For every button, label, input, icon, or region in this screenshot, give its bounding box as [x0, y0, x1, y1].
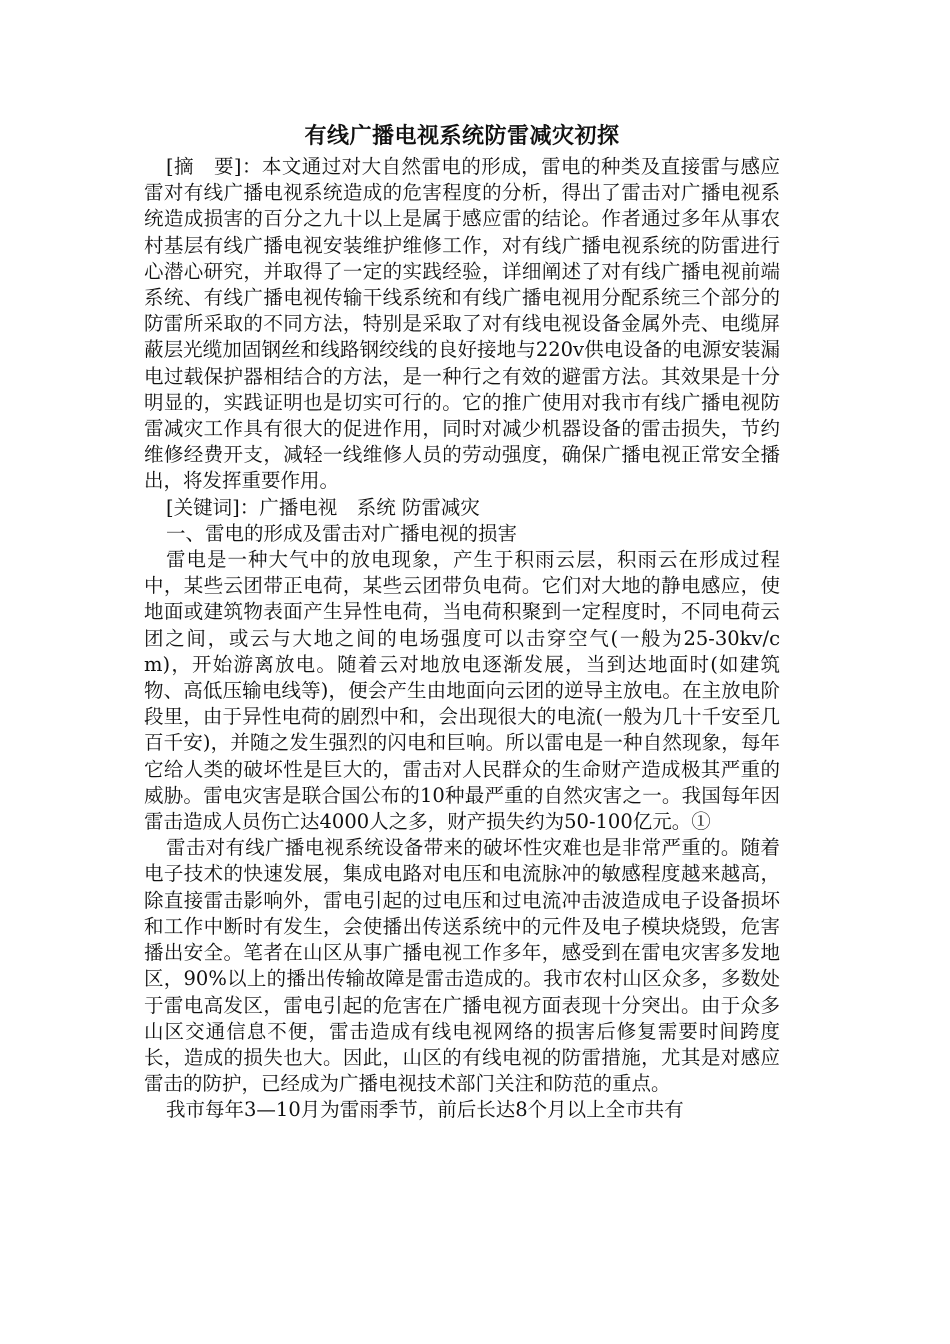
- document-page: [144, 118, 780, 1124]
- keywords-line: [关键词]：广播电视 系统 防雷减灾: [166, 495, 480, 519]
- body-paragraph-2: 雷击对有线广播电视系统设备带来的破坏性灾难也是非常严重的。随着电子技术的快速发展，集成电路对电压和电流脉冲的敏感程度越来越高，除直接雷击影响外，雷电引起的过电压和过电流冲击波造成电子设备损坏和工作中断时有发生，会使播出传送系统中的元件及电子模块烧毁，危害播出安全。笔者在山区从事广播电视工作多年，感受到在雷电灾害多发地区，90%以上的播出传输故障是雷击造成的。我市农村山区众多，多数处于雷电高发区，雷电引起的危害在广播电视方面表现十分突出。由于众多山区交通信息不便，雷击造成有线电视网络的损害后修复需要时间跨度长，造成的损失也大。因此，山区的有线电视的防雷措施，尤其是对感应雷击的防护，已经成为广播电视技术部门关注和防范的重点。: [144, 836, 780, 1096]
- document-title: 有线广播电视系统防雷减灾初探: [304, 123, 620, 149]
- body-paragraph-3: 我市每年3—10月为雷雨季节，前后长达8个月以上全市共有: [166, 1098, 684, 1122]
- abstract-paragraph: [摘 要]：本文通过对大自然雷电的形成，雷电的种类及直接雷与感应雷对有线广播电视系统造成的危害程度的分析，得出了雷击对广播电视系统造成损害的百分之九十以上是属于感应雷的结论。作者通过多年从事农村基层有线广播电视安装维护维修工作，对有线广播电视系统的防雷进行心潜心研究，并取得了一定的实践经验，详细阐述了对有线广播电视前端系统、有线广播电视传输干线系统和有线广播电视用分配系统三个部分的防雷所采取的不同方法，特别是采取了对有线电视设备金属外壳、电缆屏蔽层光缆加固钢丝和线路钢绞线的良好接地与220v供电设备的电源安装漏电过载保护器相结合的方法，是一种行之有效的避雷方法。其效果是十分明显的，实践证明也是切实可行的。它的推广使用对我市有线广播电视防雷减灾工作具有很大的促进作用，同时对减少机器设备的雷击损失，节约维修经费开支，减轻一线维修人员的劳动强度，确保广播电视正常安全播出，将发挥重要作用。: [144, 155, 780, 493]
- section-heading: 一、雷电的形成及雷击对广播电视的损害: [166, 521, 518, 545]
- body-paragraph-1: 雷电是一种大气中的放电现象，产生于积雨云层，积雨云在形成过程中，某些云团带正电荷，某些云团带负电荷。它们对大地的静电感应，使地面或建筑物表面产生异性电荷，当电荷积聚到一定程度时，不同电荷云团之间，或云与大地之间的电场强度可以击穿空气(一般为25-30kv/cm)，开始游离放电。随着云对地放电逐渐发展，当到达地面时(如建筑物、高低压输电线等)，便会产生由地面向云团的逆导主放电。在主放电阶段里，由于异性电荷的剧烈中和，会出现很大的电流(一般为几十千安至几百千安)，并随之发生强烈的闪电和巨响。所以雷电是一种自然现象，每年它给人类的破坏性是巨大的，雷击对人民群众的生命财产造成极其严重的威胁。雷电灾害是联合国公布的10种最严重的自然灾害之一。我国每年因雷击造成人员伤亡达4000人之多，财产损失约为50-100亿元。①: [144, 548, 780, 834]
